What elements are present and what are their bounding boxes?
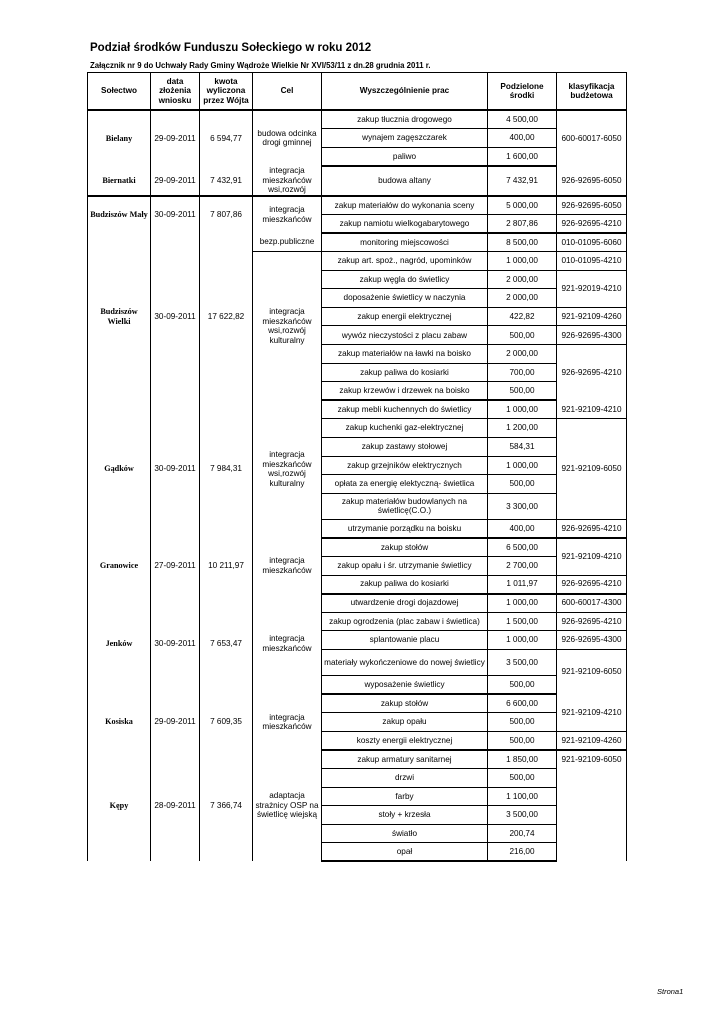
solectwo-name: Jenków <box>88 594 151 694</box>
work-item: zakup stołów <box>322 538 488 557</box>
work-item: zakup grzejników elektrycznych <box>322 456 488 475</box>
budget-classification: 921-92109-4260 <box>557 307 627 326</box>
allocated-amount: 216,00 <box>488 843 557 862</box>
table-row <box>88 400 627 419</box>
allocated-amount: 1 500,00 <box>488 612 557 631</box>
header-solectwo: Sołectwo <box>88 73 151 111</box>
budget-classification: 926-92695-4300 <box>557 631 627 650</box>
budget-classification: 926-92695-6050 <box>557 196 627 215</box>
solectwo-name: Budziszów Mały <box>88 196 151 233</box>
allocated-amount: 8 500,00 <box>488 233 557 252</box>
fund-allocation-table <box>87 72 627 862</box>
calculated-amount: 7 432,91 <box>200 166 253 196</box>
budget-classification: 926-92695-4210 <box>557 519 627 538</box>
work-item: zakup opału <box>322 713 488 732</box>
work-item: zakup materiałów budowlanych na świetlicę(C.O.) <box>322 493 488 519</box>
allocated-amount: 6 500,00 <box>488 538 557 557</box>
budget-classification: 600-60017-4300 <box>557 594 627 613</box>
budget-classification: 921-92109-4260 <box>557 731 627 750</box>
work-item: opał <box>322 843 488 862</box>
purpose: integracja mieszkańców wsi,rozwój kulturalny <box>253 252 322 401</box>
budget-classification: 010-01095-4210 <box>557 252 627 271</box>
work-item: budowa altany <box>322 166 488 196</box>
allocated-amount: 500,00 <box>488 713 557 732</box>
work-item: zakup opału i śr. utrzymanie świetlicy <box>322 556 488 575</box>
work-item: splantowanie placu <box>322 631 488 650</box>
application-date: 29-09-2011 <box>151 166 200 196</box>
budget-classification: 921-92019-4210 <box>557 270 627 307</box>
allocated-amount: 1 200,00 <box>488 419 557 438</box>
work-item: monitoring miejscowości <box>322 233 488 252</box>
budget-classification: 926-92695-6050 <box>557 166 627 196</box>
allocated-amount: 1 000,00 <box>488 252 557 271</box>
solectwo-name: Bielany <box>88 110 151 166</box>
header-data: data złożenia wniosku <box>151 73 200 111</box>
work-item: zakup kuchenki gaz-elektrycznej <box>322 419 488 438</box>
calculated-amount: 7 807,86 <box>200 196 253 233</box>
work-item: doposażenie świetlicy w naczynia <box>322 289 488 308</box>
header-klasyfikacja: klasyfikacja budżetowa <box>557 73 627 111</box>
budget-classification: 921-92109-4210 <box>557 538 627 575</box>
allocated-amount: 500,00 <box>488 768 557 787</box>
allocated-amount: 584,31 <box>488 438 557 457</box>
budget-classification: 926-92695-4210 <box>557 612 627 631</box>
calculated-amount: 6 594,77 <box>200 110 253 166</box>
work-item: wywóz nieczystości z placu zabaw <box>322 326 488 345</box>
work-item: farby <box>322 787 488 806</box>
work-item: zakup paliwa do kosiarki <box>322 575 488 594</box>
header-kwota: kwota wyliczona przez Wójta <box>200 73 253 111</box>
allocated-amount: 1 011,97 <box>488 575 557 594</box>
application-date: 29-09-2011 <box>151 110 200 166</box>
work-item: drzwi <box>322 768 488 787</box>
table-row <box>88 538 627 557</box>
table-row <box>88 233 627 252</box>
work-item: zakup materiałów na ławki na boisko <box>322 345 488 364</box>
allocated-amount: 2 000,00 <box>488 345 557 364</box>
table-row <box>88 594 627 613</box>
budget-classification: 921-92109-6050 <box>557 419 627 519</box>
purpose: integracja mieszkańców <box>253 196 322 233</box>
work-item: zakup tłucznia drogowego <box>322 110 488 129</box>
allocated-amount: 500,00 <box>488 475 557 494</box>
work-item: wynajem zagęszczarek <box>322 129 488 148</box>
page-footer: Strona1 <box>657 987 684 996</box>
calculated-amount: 10 211,97 <box>200 538 253 594</box>
header-cel: Cel <box>253 73 322 111</box>
allocated-amount: 700,00 <box>488 363 557 382</box>
allocated-amount: 500,00 <box>488 382 557 401</box>
allocated-amount: 2 700,00 <box>488 556 557 575</box>
work-item: wyposażenie świetlicy <box>322 675 488 694</box>
work-item: koszty energii elektrycznej <box>322 731 488 750</box>
header-wyszczegolnienie: Wyszczególnienie prac <box>322 73 488 111</box>
table-row <box>88 750 627 769</box>
work-item: zakup art. spoż., nagród, upominków <box>322 252 488 271</box>
allocated-amount: 1 000,00 <box>488 594 557 613</box>
budget-classification: 926-92695-4300 <box>557 326 627 345</box>
allocated-amount: 200,74 <box>488 824 557 843</box>
allocated-amount: 3 500,00 <box>488 806 557 825</box>
allocated-amount: 422,82 <box>488 307 557 326</box>
application-date: 30-09-2011 <box>151 196 200 233</box>
purpose: integracja mieszkańców wsi,rozwój kulturalny <box>253 400 322 538</box>
work-item: utrzymanie porządku na boisku <box>322 519 488 538</box>
work-item: paliwo <box>322 147 488 166</box>
allocated-amount: 4 500,00 <box>488 110 557 129</box>
allocated-amount: 1 000,00 <box>488 400 557 419</box>
purpose: adaptacja strażnicy OSP na świetlicę wiejską <box>253 750 322 862</box>
table-row <box>88 166 627 196</box>
work-item: światło <box>322 824 488 843</box>
work-item: zakup zastawy stołowej <box>322 438 488 457</box>
purpose: integracja mieszkańców <box>253 694 322 750</box>
allocated-amount: 2 000,00 <box>488 289 557 308</box>
work-item: zakup krzewów i drzewek na boisko <box>322 382 488 401</box>
work-item: opłata za energię elektyczną- świetlica <box>322 475 488 494</box>
work-item: zakup mebli kuchennych do świetlicy <box>322 400 488 419</box>
purpose: integracja mieszkańców wsi,rozwój <box>253 166 322 196</box>
application-date: 30-09-2011 <box>151 400 200 538</box>
work-item: zakup namiotu wielkogabarytowego <box>322 214 488 233</box>
work-item: zakup paliwa do kosiarki <box>322 363 488 382</box>
work-item: zakup ogrodzenia (plac zabaw i świetlica) <box>322 612 488 631</box>
solectwo-name: Kępy <box>88 750 151 862</box>
work-item: zakup energii elektrycznej <box>322 307 488 326</box>
allocated-amount: 5 000,00 <box>488 196 557 215</box>
calculated-amount: 17 622,82 <box>200 233 253 400</box>
allocated-amount: 400,00 <box>488 129 557 148</box>
allocated-amount: 400,00 <box>488 519 557 538</box>
allocated-amount: 1 850,00 <box>488 750 557 769</box>
allocated-amount: 1 000,00 <box>488 456 557 475</box>
header-srodki: Podzielone środki <box>488 73 557 111</box>
allocated-amount: 1 100,00 <box>488 787 557 806</box>
solectwo-name: Budziszów Wielki <box>88 233 151 400</box>
solectwo-name: Gądków <box>88 400 151 538</box>
calculated-amount: 7 609,35 <box>200 694 253 750</box>
work-item: zakup armatury sanitarnej <box>322 750 488 769</box>
allocated-amount: 1 000,00 <box>488 631 557 650</box>
budget-classification: 921-92109-4210 <box>557 400 627 419</box>
purpose: bezp.publiczne <box>253 233 322 252</box>
allocated-amount: 3 300,00 <box>488 493 557 519</box>
document-title: Podział środków Funduszu Sołeckiego w roku 2012 <box>90 42 372 54</box>
work-item: utwardzenie drogi dojazdowej <box>322 594 488 613</box>
work-item: zakup materiałów do wykonania sceny <box>322 196 488 215</box>
budget-classification: 921-92109-6050 <box>557 750 627 862</box>
application-date: 30-09-2011 <box>151 594 200 694</box>
application-date: 30-09-2011 <box>151 233 200 400</box>
table-row <box>88 196 627 215</box>
allocated-amount: 1 600,00 <box>488 147 557 166</box>
budget-classification: 921-92109-6050 <box>557 649 627 694</box>
calculated-amount: 7 653,47 <box>200 594 253 694</box>
allocated-amount: 3 500,00 <box>488 649 557 675</box>
allocated-amount: 6 600,00 <box>488 694 557 713</box>
budget-classification: 921-92109-4210 <box>557 694 627 731</box>
budget-classification: 010-01095-6060 <box>557 233 627 252</box>
table-row <box>88 694 627 713</box>
solectwo-name: Kosiska <box>88 694 151 750</box>
budget-classification: 926-92695-4210 <box>557 575 627 594</box>
work-item: stoły + krzesła <box>322 806 488 825</box>
budget-classification: 600-60017-6050 <box>557 110 627 166</box>
allocated-amount: 500,00 <box>488 731 557 750</box>
table-header-row <box>88 73 627 111</box>
application-date: 27-09-2011 <box>151 538 200 594</box>
allocated-amount: 7 432,91 <box>488 166 557 196</box>
budget-classification: 926-92695-4210 <box>557 345 627 401</box>
purpose: integracja mieszkańców <box>253 594 322 694</box>
purpose: budowa odcinka drogi gminnej <box>253 110 322 166</box>
allocated-amount: 500,00 <box>488 675 557 694</box>
work-item: materiały wykończeniowe do nowej świetlicy <box>322 649 488 675</box>
table-row <box>88 110 627 129</box>
application-date: 29-09-2011 <box>151 694 200 750</box>
work-item: zakup stołów <box>322 694 488 713</box>
application-date: 28-09-2011 <box>151 750 200 862</box>
document-subtitle: Załącznik nr 9 do Uchwały Rady Gminy Wądroże Wielkie Nr XVI/53/11 z dn.28 grudnia 2011 r. <box>90 61 431 70</box>
allocated-amount: 2 807,86 <box>488 214 557 233</box>
allocated-amount: 500,00 <box>488 326 557 345</box>
calculated-amount: 7 984,31 <box>200 400 253 538</box>
calculated-amount: 7 366,74 <box>200 750 253 862</box>
work-item: zakup węgla do świetlicy <box>322 270 488 289</box>
solectwo-name: Biernatki <box>88 166 151 196</box>
solectwo-name: Granowice <box>88 538 151 594</box>
budget-classification: 926-92695-4210 <box>557 214 627 233</box>
allocated-amount: 2 000,00 <box>488 270 557 289</box>
purpose: integracja mieszkańców <box>253 538 322 594</box>
